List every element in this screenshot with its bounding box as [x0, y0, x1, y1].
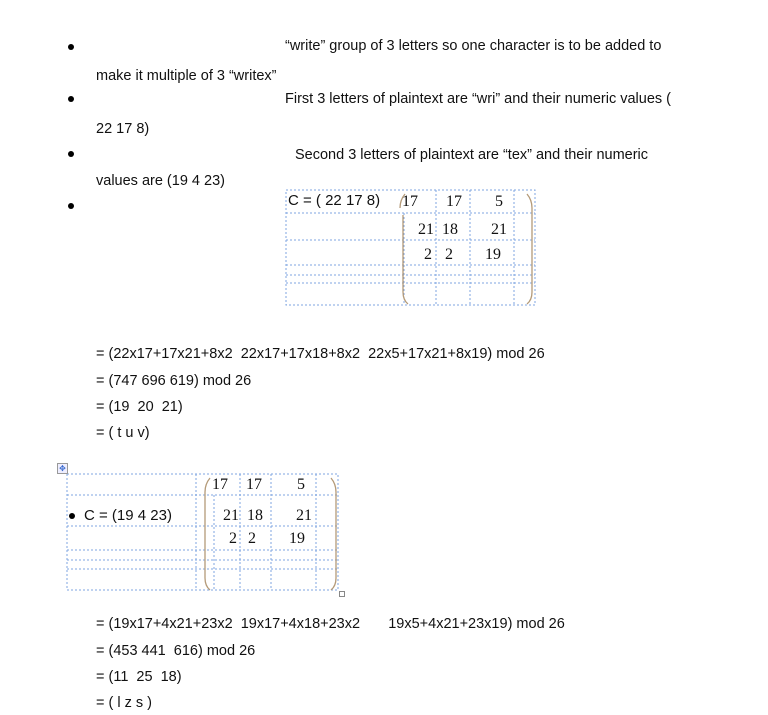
equation-step: = ( t u v): [96, 425, 150, 441]
matrix-cell: 21: [223, 507, 239, 524]
paragraph-text: make it multiple of 3 “writex”: [96, 68, 277, 84]
paragraph-text: First 3 letters of plaintext are “wri” and their numeric values (: [285, 91, 671, 107]
matrix-cell: 17: [246, 476, 262, 493]
paragraph-text: Second 3 letters of plaintext are “tex” and their numeric: [295, 147, 649, 163]
matrix-cell: 21: [296, 507, 312, 524]
matrix-cell: 19: [289, 530, 305, 547]
paragraph-text: “write” group of 3 letters so one character is to be added to: [285, 38, 662, 54]
matrix-cell: 18: [442, 221, 458, 238]
table-move-handle-icon[interactable]: ✥: [57, 463, 68, 474]
equation-step: = (22x17+17x21+8x2 22x17+17x18+8x2 22x5+17x21+8x19) mod 26: [96, 346, 545, 362]
matrix-cell: 2: [248, 530, 256, 547]
table-resize-handle[interactable]: [339, 591, 345, 597]
paragraph-text: values are (19 4 23): [96, 173, 225, 189]
equation-lhs: C = ( 22 17 8): [288, 192, 381, 209]
paragraph-text: 22 17 8): [96, 121, 150, 137]
matrix-cell: 5: [495, 193, 503, 210]
equation-step: = ( l z s ): [96, 695, 152, 711]
equation-step: = (19 20 21): [96, 399, 183, 415]
matrix-cell: 19: [485, 246, 501, 263]
matrix-cell: 21: [418, 221, 434, 238]
matrix-cell: 2: [229, 530, 237, 547]
matrix-cell: 17: [446, 193, 462, 210]
matrix-cell: 17: [212, 476, 228, 493]
matrix-cell: 18: [247, 507, 263, 524]
equation-step: = (747 696 619) mod 26: [96, 373, 252, 389]
matrix-cell: 2: [424, 246, 432, 263]
equation-step: = (19x17+4x21+23x2 19x17+4x18+23x2 19x5+4x21+23x19) mod 26: [96, 616, 565, 632]
matrix-cell: 5: [297, 476, 305, 493]
matrix-cell: 17: [402, 193, 418, 210]
bullet-icon: [69, 513, 75, 519]
equation-lhs: C = (19 4 23): [84, 507, 172, 524]
equation-step: = (11 25 18): [96, 669, 182, 685]
equation-step: = (453 441 616) mod 26: [96, 643, 256, 659]
matrix-cell: 21: [491, 221, 507, 238]
matrix-cell: 2: [445, 246, 453, 263]
